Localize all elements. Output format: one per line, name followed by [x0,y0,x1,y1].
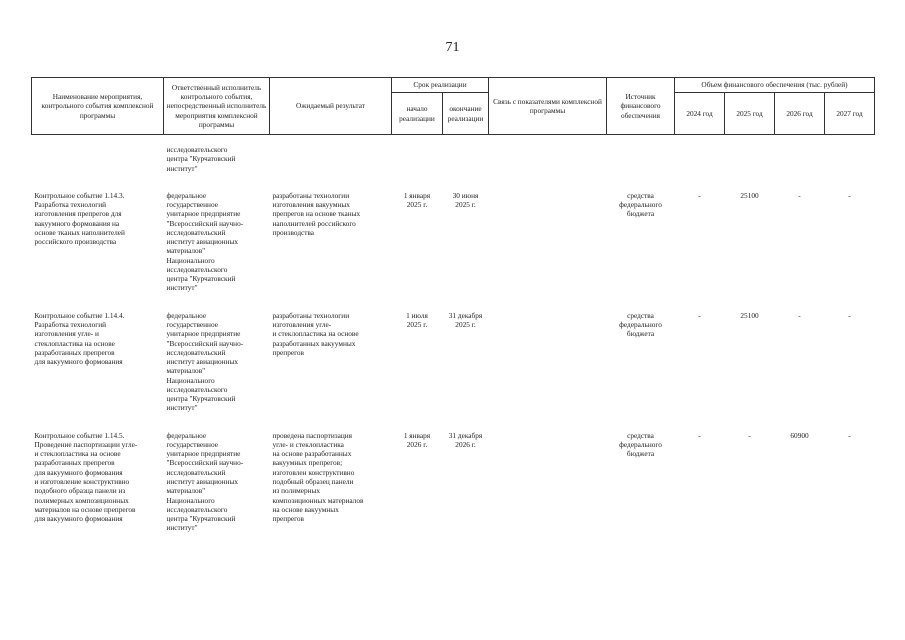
funding-2027: - [848,190,851,200]
expected-result: разработаны технологии изготовления угле- и стеклопластика на основе разработанных вакуумных препрегов [272,310,359,357]
funding-2025: - [748,430,751,440]
page-number: 71 [445,40,460,55]
activity-name: Контрольное событие 1.14.5. Проведение паспортизации угле- и стеклопластика на основе разработанных препрегов для вакуумного формования и изготовление конструктивно подобного образца панели из полимерных композиционных материалов на основе препрегов для вакуумного формования [34,430,138,524]
funding-2024: - [698,190,701,200]
end-date: 30 июня 2025 г. [452,190,479,210]
funding-2024: - [698,310,701,320]
program-activities-table [31,77,875,533]
funding-source: средства федерального бюджета [619,190,662,219]
header-funding-volume: Объем финансового обеспечения (тыс. рублей) [675,78,875,93]
table-row [32,431,875,533]
header-end: окончание реализации [443,93,489,135]
header-funding-source: Источник финансового обеспечения [607,78,675,135]
funding-source: средства федерального бюджета [619,310,662,339]
funding-2027: - [848,310,851,320]
table-row [32,311,875,413]
funding-2026: - [798,310,801,320]
header-expected-result: Ожидаемый результат [270,78,392,135]
continuation-responsible: исследовательского центра "Курчатовский институт" [166,145,236,173]
responsible: федеральное государственное унитарное предприятие "Всероссийский научно- исследовательский институт авиационных материалов" Национального исследовательского центра "Курчатовский институт" [166,190,244,293]
table-row-continuation [32,145,875,173]
funding-2025: 25100 [740,190,759,200]
funding-2026: 60900 [790,430,809,440]
header-period: Срок реализации [392,78,489,93]
funding-2026: - [798,190,801,200]
expected-result: проведена паспортизация угле- и стеклопластика на основе разработанных вакуумных препрегов; изготовлен конструктивно подобный образец панели из полимерных композиционных материалов на основе вакуумных препрегов [272,430,364,524]
activity-name: Контрольное событие 1.14.4. Разработка технологий изготовления угле- и стеклопластика на основе разработанных препрегов для вакуумного формования [34,310,125,367]
header-year-2027: 2027 год [825,93,875,135]
table-row [32,191,875,293]
header-activity-name: Наименование мероприятия, контрольного события комплексной программы [32,78,164,135]
activity-name: Контрольное событие 1.14.3. Разработка технологий изготовления препрегов для вакуумного формования на основе тканых наполнителей российского производства [34,190,125,247]
responsible: федеральное государственное унитарное предприятие "Всероссийский научно- исследовательский институт авиационных материалов" Национального исследовательского центра "Курчатовский институт" [166,430,244,533]
end-date: 31 декабря 2026 г. [448,430,483,449]
expected-result: разработаны технологии изготовления вакуумных препрегов на основе тканых наполнителей российского производства [272,190,361,237]
start-date: 1 января 2026 г. [403,430,431,449]
header-indicator-link: Связь с показателями комплексной программы [489,78,607,135]
table-header [32,78,875,135]
funding-2025: 25100 [740,310,759,320]
header-responsible: Ответственный исполнитель контрольного события, непосредственный исполнитель мероприятия комплексной программы [164,78,270,135]
responsible: федеральное государственное унитарное предприятие "Всероссийский научно- исследовательский институт авиационных материалов" Национального исследовательского центра "Курчатовский институт" [166,310,244,413]
header-start: начало реализации [392,93,443,135]
end-date: 31 декабря 2025 г. [448,310,483,329]
funding-source: средства федерального бюджета [619,430,662,459]
start-date: 1 января 2025 г. [403,190,431,210]
header-year-2025: 2025 год [725,93,775,135]
header-year-2026: 2026 год [775,93,825,135]
header-year-2024: 2024 год [675,93,725,135]
funding-2024: - [698,430,701,440]
funding-2027: - [848,430,851,440]
start-date: 1 июля 2025 г. [406,310,428,329]
